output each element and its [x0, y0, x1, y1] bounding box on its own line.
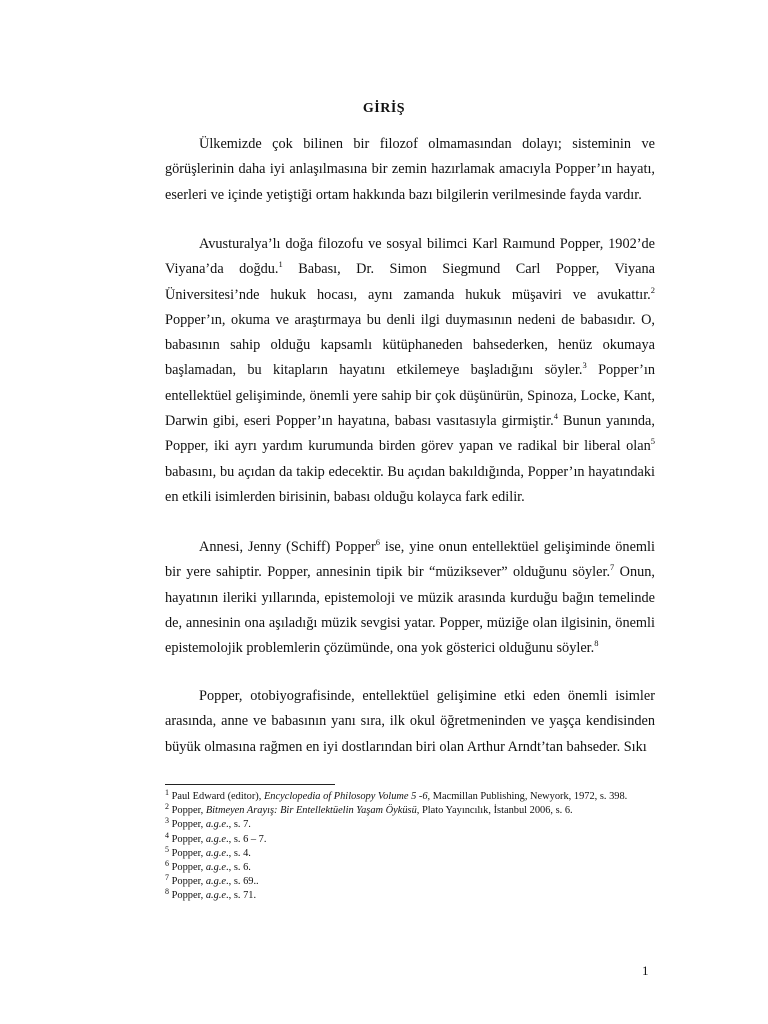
- citation-title: a.g.e: [205, 890, 227, 902]
- footnote-number: 7: [165, 873, 169, 883]
- paragraph-father: [165, 232, 655, 510]
- footnote-6: [165, 861, 665, 875]
- text-run: babasını, bu açıdan da takip edecektir. Bu açıdan bakıldığında, Popper’ın hayatındaki en etkili isimlerden birisinin, babası olduğu kolayca fark edilir.: [165, 463, 655, 505]
- text-run: Annesi, Jenny (Schiff) Popper: [199, 539, 376, 555]
- text-run: ., s. 71.: [226, 890, 257, 902]
- text-run: Paul Edward (editor),: [169, 791, 264, 802]
- footnote-ref: 1: [278, 259, 283, 270]
- text-run: ., s. 69..: [226, 876, 259, 888]
- text-run: Popper,: [169, 833, 206, 845]
- text-run: ., s. 7.: [226, 819, 251, 831]
- footnote-8: [165, 889, 665, 903]
- citation-title: a.g.e: [205, 847, 227, 859]
- citation-title: a.g.e: [205, 819, 227, 831]
- footnote-ref: 7: [610, 562, 615, 573]
- paragraph-mother: [165, 535, 655, 661]
- text-run: ise, yine onun entellektüel gelişiminde önemli bir yere sahiptir. Popper, annesinin tipik bir “müziksever” olduğunu söyler.: [165, 539, 655, 581]
- text-run: Macmillan Publishing, Newyork, 1972, s. 398.: [430, 791, 628, 802]
- footnote-ref: 3: [582, 360, 587, 371]
- footnote-5: [165, 844, 665, 861]
- footnote-number: 6: [165, 859, 169, 869]
- text-run: Onun, hayatının ileriki yıllarında, epistemoloji ve müzik arasında kurduğu bağın temelinde de, annesinin ona aşıladığı müzik sevgisi yatar. Popper, müziğe olan ilgisinin, önemli epistemolojik problemlerin çözümünde, ona yok gösterici olduğunu söyler.: [165, 564, 655, 657]
- citation-title: Encyclopedia of Philosopy Volume 5 -6,: [263, 791, 431, 802]
- footnote-number: 2: [165, 802, 169, 812]
- footnotes: [165, 790, 665, 904]
- text-run: , Plato Yayıncılık, İstanbul 2006, s. 6.: [416, 805, 573, 817]
- text-run: ., s. 6.: [226, 862, 251, 874]
- text-run: Popper,: [169, 819, 206, 831]
- text-run: Babası, Dr. Simon Siegmund Carl Popper, Viyana Üniversitesi’nde hukuk hocası, aynı zamanda hukuk müşaviri ve avukattır.: [165, 261, 655, 303]
- footnote-3: [165, 818, 665, 832]
- footnote-4: [165, 830, 665, 847]
- text-run: Popper,: [169, 876, 206, 888]
- footnote-ref: 8: [594, 638, 599, 649]
- page-number: 1: [642, 963, 649, 978]
- text-run: Avusturalya’lı doğa filozofu ve sosyal bilimci Karl Raımund Popper, 1902’de Viyana’da doğdu.: [165, 236, 655, 278]
- footnote-number: 1: [165, 788, 169, 797]
- text-run: ., s. 4.: [226, 847, 251, 859]
- citation-title: a.g.e: [205, 833, 227, 845]
- footnote-number: 8: [165, 887, 169, 897]
- citation-title: Bitmeyen Arayış: Bir Entellektüelin Yaşam Öyküsü: [205, 805, 417, 817]
- citation-title: a.g.e: [205, 876, 227, 888]
- page-title: GİRİŞ: [362, 101, 406, 116]
- citation-title: a.g.e: [205, 862, 227, 874]
- text-run: Popper,: [169, 805, 206, 817]
- footnote-separator: [165, 784, 335, 785]
- footnote-number: 5: [165, 844, 169, 854]
- footnote-7: [165, 875, 665, 889]
- footnote-ref: 2: [650, 284, 655, 295]
- footnote-ref: 5: [650, 436, 655, 447]
- paragraph-autobiography: [165, 684, 655, 760]
- text-run: ., s. 6 – 7.: [226, 833, 267, 845]
- text-run: Popper, otobiyografisinde, entellektüel gelişimine etki eden önemli isimler arasında, anne ve babasının yanı sıra, ilk okul öğretmeninden ve yaşça kendisinden büyük olmasına rağmen en iyi dostlarından biri olan Arthur Arndt’tan bahseder. Sıkı: [165, 688, 655, 755]
- footnote-number: 4: [165, 830, 169, 840]
- footnote-2: [165, 804, 665, 818]
- footnote-ref: 6: [375, 537, 380, 547]
- footnote-1: [165, 790, 665, 804]
- text-run: Popper,: [169, 847, 206, 859]
- footnote-ref: 4: [553, 411, 558, 422]
- text-run: Popper’ın entellektüel gelişiminde, önemli yere sahip bir çok düşünürün, Spinoza, Locke, Kant, Darwin gibi, eseri Popper’ın hayatına, babası vasıtasıyla girmiştir.: [165, 362, 655, 430]
- text-run: Bunun yanında, Popper, iki ayrı yardım kurumunda birden görev yapan ve radikal bir liberal olan: [165, 413, 655, 455]
- text-run: Popper’ın, okuma ve araştırmaya bu denli ilgi duymasının nedeni de babasıdır. O, babasının sahip olduğu kapsamlı kütüphaneden bahsederken, henüz okumaya başlamadan, bu kitapların hayatını etkilemeye başladığını söyler.: [165, 311, 655, 379]
- text-run: Popper,: [169, 890, 206, 902]
- text-run: Popper,: [169, 862, 206, 874]
- paragraph-intro: [165, 132, 655, 208]
- footnote-number: 3: [165, 816, 169, 826]
- text-run: Ülkemizde çok bilinen bir filozof olmamasından dolayı; sisteminin ve görüşlerinin daha iyi anlaşılmasına bir zemin hazırlamak amacıyla Popper’ın hayatı, eserleri ve içinde yetiştiği ortam hakkında bazı bilgilerin verilmesinde fayda vardır.: [165, 136, 655, 203]
